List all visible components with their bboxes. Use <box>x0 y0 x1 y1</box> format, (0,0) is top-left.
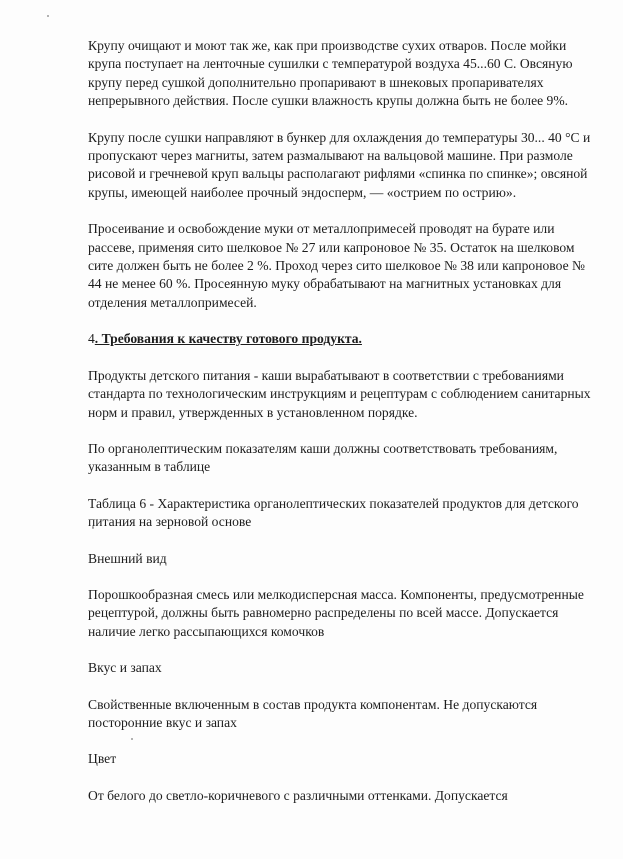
section-heading <box>88 330 593 348</box>
paragraph-drying: Крупу после сушки направляют в бункер для охлаждения до температуры 30... 40 °С и пропускают через магниты, затем размалывают на вальцовой машине. При размоле рисовой и гречневой круп вальцы располагают рифлями «спинка по спинке»; овсяной крупы, имеющей наиболее прочный эндосперм, — «острием по острию». <box>88 129 591 200</box>
table-caption: Таблица 6 - Характеристика органолептических показателей продуктов для детского питания на зерновой основе <box>88 495 579 530</box>
document-body <box>88 37 593 805</box>
indicator-description: От белого до светло-коричневого с различными оттенками. Допускается <box>88 787 508 803</box>
indicator-description: Порошкообразная смесь или мелкодисперсная масса. Компоненты, предусмотренные рецептурой, должны быть равномерно распределены по всей массе. Допускается наличие легко рассыпающихся комочков <box>88 586 584 639</box>
paragraph-intro: Продукты детского питания - каши вырабатывают в соответствии с требованиями стандарта по технологическим инструкциям и рецептурам с соблюдением санитарных норм и правил, утвержденных в установленном порядке. <box>88 367 591 420</box>
indicator-description: Свойственные включенным в состав продукта компонентам. Не допускаются посторонние вкус и запах <box>88 696 538 730</box>
indicator-name: Внешний вид <box>88 550 167 566</box>
paragraph-cleaning: Крупу очищают и моют так же, как при производстве сухих отваров. После мойки крупа поступает на ленточные сушилки с температурой воздуха 45...60 С. Овсяную крупу перед сушкой дополнительно пропаривают в шнековых пропаривателях непрерывного действия. После сушки влажность крупы должна быть не более 9%. <box>88 38 573 109</box>
scan-speck <box>47 15 49 17</box>
paragraph-sieving: Просеивание и освобождение муки от металлопримесей проводят на бурате или рассеве, применяя сито шелковое № 27 или капроновое № 35. Остаток на шелковом сите должен быть не более 2 %. Проход через сито шелковое № 38 или капроновое № 44 не менее 60 %. Просеянную муку обрабатывают на магнитных установках для отделения металлопримесей. <box>88 221 585 310</box>
indicator-name: Вкус и запах <box>88 660 162 676</box>
section-number: 4 <box>88 331 95 347</box>
paragraph-table-ref: По органолептическим показателям каши должны соответствовать требованиям, указанным в таблице <box>88 440 558 475</box>
indicator-name: Цвет <box>88 751 117 767</box>
section-title: . Требования к качеству готового продукта. <box>94 331 362 347</box>
